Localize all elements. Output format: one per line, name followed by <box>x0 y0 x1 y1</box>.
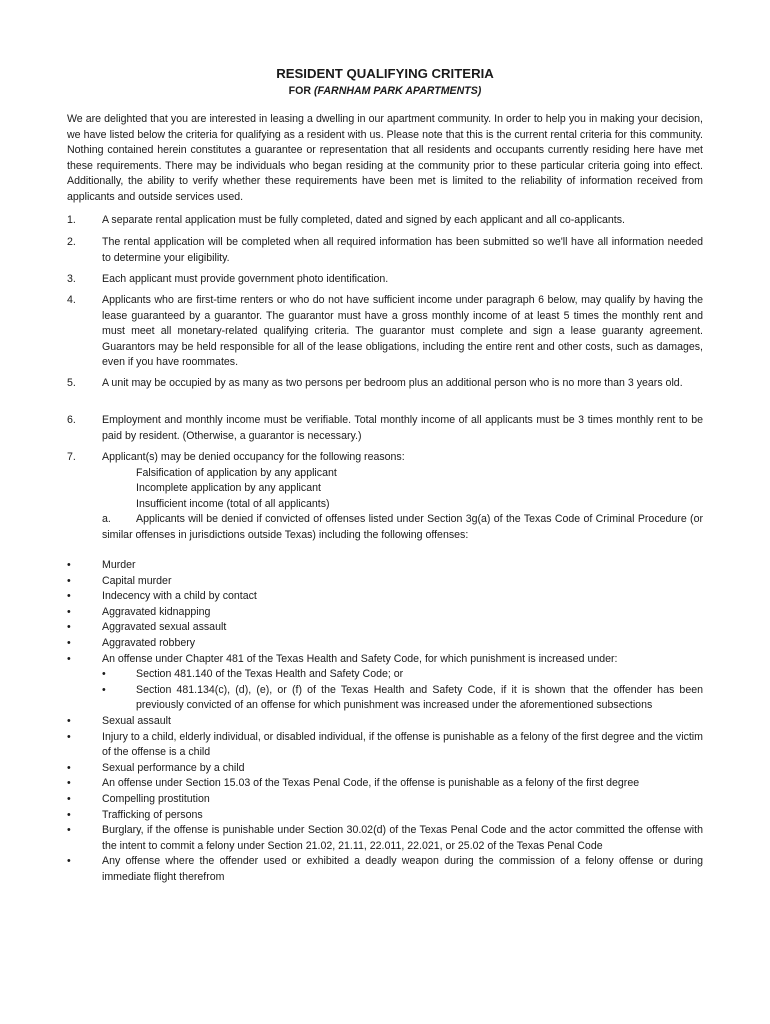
criteria-item-3 <box>67 272 703 288</box>
property-name: (FARNHAM PARK APARTMENTS) <box>313 85 482 97</box>
offense-item <box>67 605 703 621</box>
offense-text: Aggravated robbery <box>102 636 196 649</box>
item-text: The rental application will be completed when all required information has been submitted so we'll have all information needed to determine your eligibility. <box>102 236 703 264</box>
offense-item <box>67 761 703 777</box>
chapter-481-sublist <box>102 667 703 714</box>
offense-text: An offense under Chapter 481 of the Texas Health and Safety Code, for which punishment is increased under: <box>102 652 618 665</box>
offense-text: Burglary, if the offense is punishable under Section 30.02(d) of the Texas Penal Code and the actor committed the offense with the intent to commit a felony under Section 21.02, 21.11, 22.011, 22.021, or 25.02 of the Texas Penal Code <box>102 824 703 852</box>
bullet-icon: • <box>67 761 71 774</box>
item-number: 1. <box>67 214 76 226</box>
bullet-icon: • <box>67 605 71 618</box>
item-text: A separate rental application must be fully completed, dated and signed by each applicant and all co-applicants. <box>102 214 625 226</box>
sub-item-text: Applicants will be denied if convicted of offenses listed under Section 3g(a) of the Texas Code of Criminal Procedure (or similar offenses in jurisdictions outside Texas) including the following offenses: <box>102 513 703 541</box>
bullet-icon: • <box>67 621 71 634</box>
item-number: 7. <box>67 451 76 463</box>
sub-offense-text: Section 481.134(c), (d), (e), or (f) of the Texas Health and Safety Code, if it is shown that the offender has been previously convicted of an offense for which punishment was increased under the aforementioned subsections <box>136 683 703 712</box>
bullet-icon: • <box>67 652 71 665</box>
bullet-icon: • <box>67 714 71 727</box>
item-text: Applicant(s) may be denied occupancy for the following reasons: <box>102 451 405 463</box>
offense-text: Compelling prostitution <box>102 792 210 805</box>
offense-text: Sexual performance by a child <box>102 761 245 774</box>
offense-item <box>67 589 703 605</box>
bullet-icon: • <box>67 590 71 603</box>
offense-item <box>67 730 703 761</box>
criteria-item-6 <box>67 413 703 444</box>
denial-reason: Falsification of application by any applicant <box>136 466 337 479</box>
offense-text: Murder <box>102 559 136 571</box>
sub-item-letter: a. <box>102 513 111 526</box>
criteria-item-2 <box>67 235 703 266</box>
offense-text: An offense under Section 15.03 of the Texas Penal Code, if the offense is punishable as a felony of the first degree <box>102 777 640 790</box>
offense-text: Indecency with a child by contact <box>102 590 257 603</box>
offense-text: Capital murder <box>102 574 172 587</box>
page-title: RESIDENT QUALIFYING CRITERIA <box>276 66 494 81</box>
bullet-icon: • <box>67 792 71 805</box>
bullet-icon: • <box>102 683 106 696</box>
bullet-icon: • <box>67 559 71 571</box>
sub-offense-item <box>102 667 703 683</box>
criteria-item-1 <box>67 213 703 229</box>
item-number: 4. <box>67 294 76 306</box>
offense-item <box>67 574 703 590</box>
sub-offense-item <box>102 683 703 714</box>
page-subtitle <box>0 84 770 98</box>
offense-item <box>67 636 703 652</box>
offense-item <box>67 854 703 885</box>
offense-item <box>67 808 703 824</box>
bullet-icon: • <box>67 777 71 790</box>
denial-reason: Insufficient income (total of all applicants) <box>136 497 330 510</box>
offense-item <box>67 792 703 808</box>
item-text: Each applicant must provide government photo identification. <box>102 273 389 285</box>
denial-reason: Incomplete application by any applicant <box>136 482 321 495</box>
offense-text: Injury to a child, elderly individual, or disabled individual, if the offense is punishable as a felony of the first degree and the victim of the offense is a child <box>102 730 703 759</box>
item-text: Employment and monthly income must be verifiable. Total monthly income of all applicants must be 3 times monthly rent to be paid by resident. (Otherwise, a guarantor is necessary.) <box>102 414 703 442</box>
offense-item <box>67 558 703 574</box>
offense-item <box>67 714 703 730</box>
item-number: 5. <box>67 377 76 389</box>
offense-text: Trafficking of persons <box>102 808 203 821</box>
offense-text: Any offense where the offender used or exhibited a deadly weapon during the commission of a felony offense or during immediate flight therefrom <box>102 855 703 883</box>
offense-text: Sexual assault <box>102 714 171 727</box>
offense-text: Aggravated sexual assault <box>102 621 227 634</box>
criteria-item-4 <box>67 293 703 371</box>
item-text: A unit may be occupied by as many as two persons per bedroom plus an additional person who is no more than 3 years old. <box>102 377 683 389</box>
sub-item-a <box>102 512 703 543</box>
bullet-icon: • <box>67 574 71 587</box>
bullet-icon: • <box>67 855 71 868</box>
offense-text: Aggravated kidnapping <box>102 605 211 618</box>
item-text: Applicants who are first-time renters or who do not have sufficient income under paragraph 6 below, may qualify by having the lease guaranteed by a guarantor. The guarantor must have a gross monthly income of at least 5 times the monthly rent and must meet all monetary-related qualifying criteria. The guarantor must complete and sign a lease guaranty agreement. Guarantors may be held responsible for all of the lease obligations, including the entire rent and other costs, such as damages, even if you have roommates. <box>102 294 703 369</box>
offense-item <box>67 652 703 714</box>
criteria-item-7 <box>67 450 703 544</box>
bullet-icon: • <box>67 808 71 821</box>
item-number: 6. <box>67 414 76 426</box>
subtitle-prefix: FOR <box>288 85 314 97</box>
offense-item <box>67 776 703 792</box>
offense-item <box>67 823 703 854</box>
item-number: 3. <box>67 273 76 285</box>
offense-list <box>67 558 703 885</box>
criteria-item-5 <box>67 376 703 392</box>
sub-offense-text: Section 481.140 of the Texas Health and Safety Code; or <box>136 668 404 681</box>
item-number: 2. <box>67 236 76 248</box>
intro-paragraph: We are delighted that you are interested in leasing a dwelling in our apartment community. In order to help you in making your decision, we have listed below the criteria for qualifying as a resident with us. Please note that this is the current rental criteria for this community. Nothing contained herein constitutes a guarantee or representation that all residents and occupants currently residing here have met these requirements. There may be individuals who began residing at the community prior to these particular criteria going into effect. Additionally, the ability to verify whether these requirements have been met is limited to the reliability of information received from applicants and outside services used. <box>67 113 703 203</box>
bullet-icon: • <box>67 824 71 837</box>
bullet-icon: • <box>67 636 71 649</box>
bullet-icon: • <box>102 668 106 681</box>
offense-item <box>67 620 703 636</box>
bullet-icon: • <box>67 730 71 743</box>
